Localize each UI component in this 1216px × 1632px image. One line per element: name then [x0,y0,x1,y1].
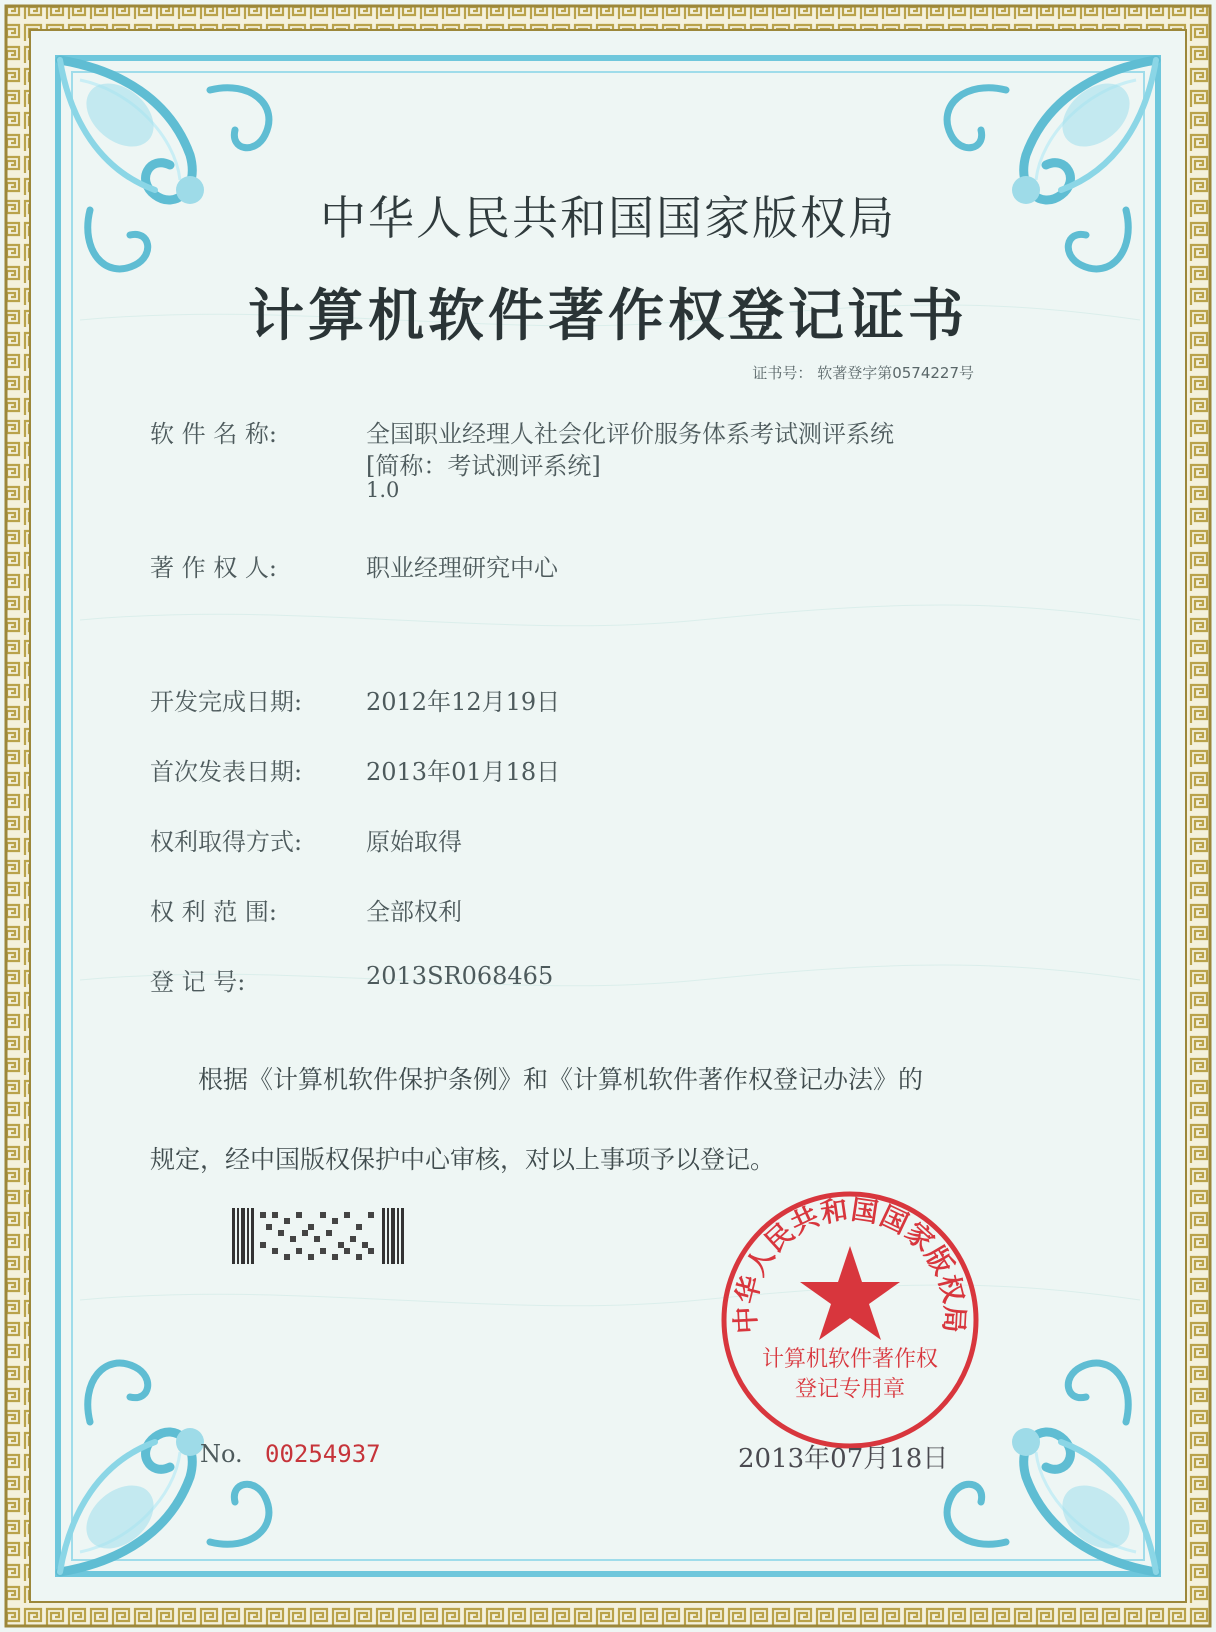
software-name: 全国职业经理人社会化评价服务体系考试测评系统 [366,420,894,448]
owner-label: 著 作 权 人: [150,554,277,582]
pub-date-value: 2013年01月18日 [366,758,561,786]
acquire-label: 权利取得方式: [150,828,303,856]
issuer-title: 中华人民共和国国家版权局 [320,191,896,245]
dev-date-value: 2012年12月19日 [366,688,561,716]
scope-label: 权 利 范 围: [150,898,277,926]
statement-line-1: 根据《计算机软件保护条例》和《计算机软件著作权登记办法》的 [198,1065,924,1094]
software-version: 1.0 [366,478,400,502]
certificate-number: 证书号： 软著登字第0574227号 [752,364,974,382]
pub-date-label: 首次发表日期: [150,758,303,786]
reg-number-label: 登 记 号: [150,968,246,996]
seal-inner-line-1: 计算机软件著作权 [761,1347,939,1372]
barcode [232,1208,404,1264]
software-name-label: 软 件 名 称: [150,420,277,448]
acquire-value: 原始取得 [366,828,462,856]
official-seal [718,1188,982,1452]
software-short-name: [简称：考试测评系统] [366,452,601,480]
issue-date: 2013年07月18日 [738,1444,949,1474]
certificate-title: 计算机软件著作权登记证书 [248,284,968,349]
reg-number-value: 2013SR068465 [366,962,554,990]
seal-outer-text: 中华人民共和国国家版权局 [730,1194,970,1335]
statement-line-2: 规定，经中国版权保护中心审核，对以上事项予以登记。 [150,1145,776,1174]
owner-value: 职业经理研究中心 [366,554,558,582]
star-icon [800,1246,900,1340]
seal-inner-line-2: 登记专用章 [794,1377,906,1402]
serial-label: No. [200,1440,243,1468]
dev-date-label: 开发完成日期: [150,688,303,716]
serial-number: 00254937 [265,1440,381,1468]
scope-value: 全部权利 [366,898,462,926]
